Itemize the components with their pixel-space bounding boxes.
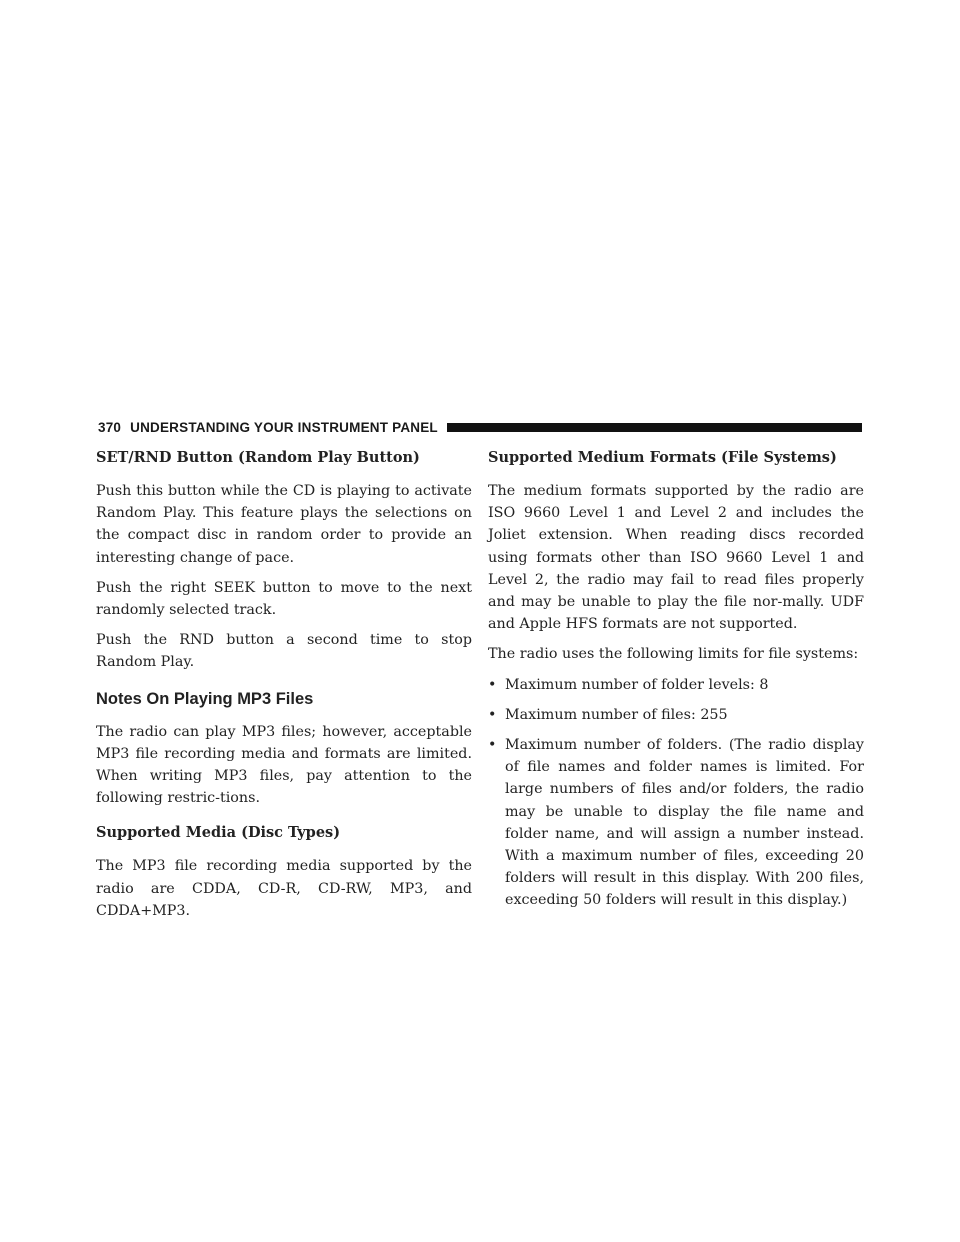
set-rnd-paragraph-1: Push this button while the CD is playing to activate Random Play. This feature plays the selections on the compact disc in random order to provide an interesting change of pace. [96,483,472,566]
list-item [488,734,864,912]
list-item [488,674,864,696]
left-column [96,448,472,930]
limits-list [488,674,864,912]
chapter-title: UNDERSTANDING YOUR INSTRUMENT PANEL [130,419,438,435]
list-item [488,704,864,726]
right-column [488,448,864,920]
limits-intro: The radio uses the following limits for file systems: [488,646,859,663]
bullet-icon: • [488,676,497,693]
set-rnd-paragraph-3: Push the RND button a second time to stop Random Play. [96,632,472,671]
list-item-text: Maximum number of files: 255 [505,706,728,723]
page-header [98,418,862,436]
header-rule [447,423,862,432]
mp3-notes-heading: Notes On Playing MP3 Files [96,689,314,708]
page-number: 370 [98,419,122,435]
set-rnd-paragraph-2: Push the right SEEK button to move to the next randomly selected track. [96,579,472,619]
set-rnd-heading: SET/RND Button (Random Play Button) [96,449,420,466]
list-item-text: Maximum number of folder levels: 8 [505,676,769,693]
bullet-icon: • [488,706,497,723]
mp3-notes-paragraph: The radio can play MP3 files; however, acceptable MP3 file recording media and formats are limited. When writing MP3 files, pay attention to the following restric-tions. [96,723,472,807]
medium-formats-paragraph: The medium formats supported by the radio are ISO 9660 Level 1 and Level 2 and includes the Joliet extension. When reading discs recorded using formats other than ISO 9660 Level 1 and Level 2, the radio may fail to read files properly and may be unable to play the file nor-mally. UDF and Apple HFS formats are not supported. [488,483,864,633]
supported-media-heading: Supported Media (Disc Types) [96,824,341,842]
list-item-text: Maximum number of folders. (The radio display of file names and folder names is limited. For large numbers of files and/or folders, the radio may be unable to display the file name and folder name, and will assign a number instead. With a maximum number of files, exceeding 20 folders will result in this display. With 200 files, exceeding 50 folders will result in this display.) [505,737,864,909]
bullet-icon: • [488,737,497,754]
medium-formats-heading: Supported Medium Formats (File Systems) [488,449,837,466]
supported-media-paragraph: The MP3 file recording media supported by the radio are CDDA, CD-R, CD-RW, MP3, and CDDA+MP3. [96,858,472,919]
